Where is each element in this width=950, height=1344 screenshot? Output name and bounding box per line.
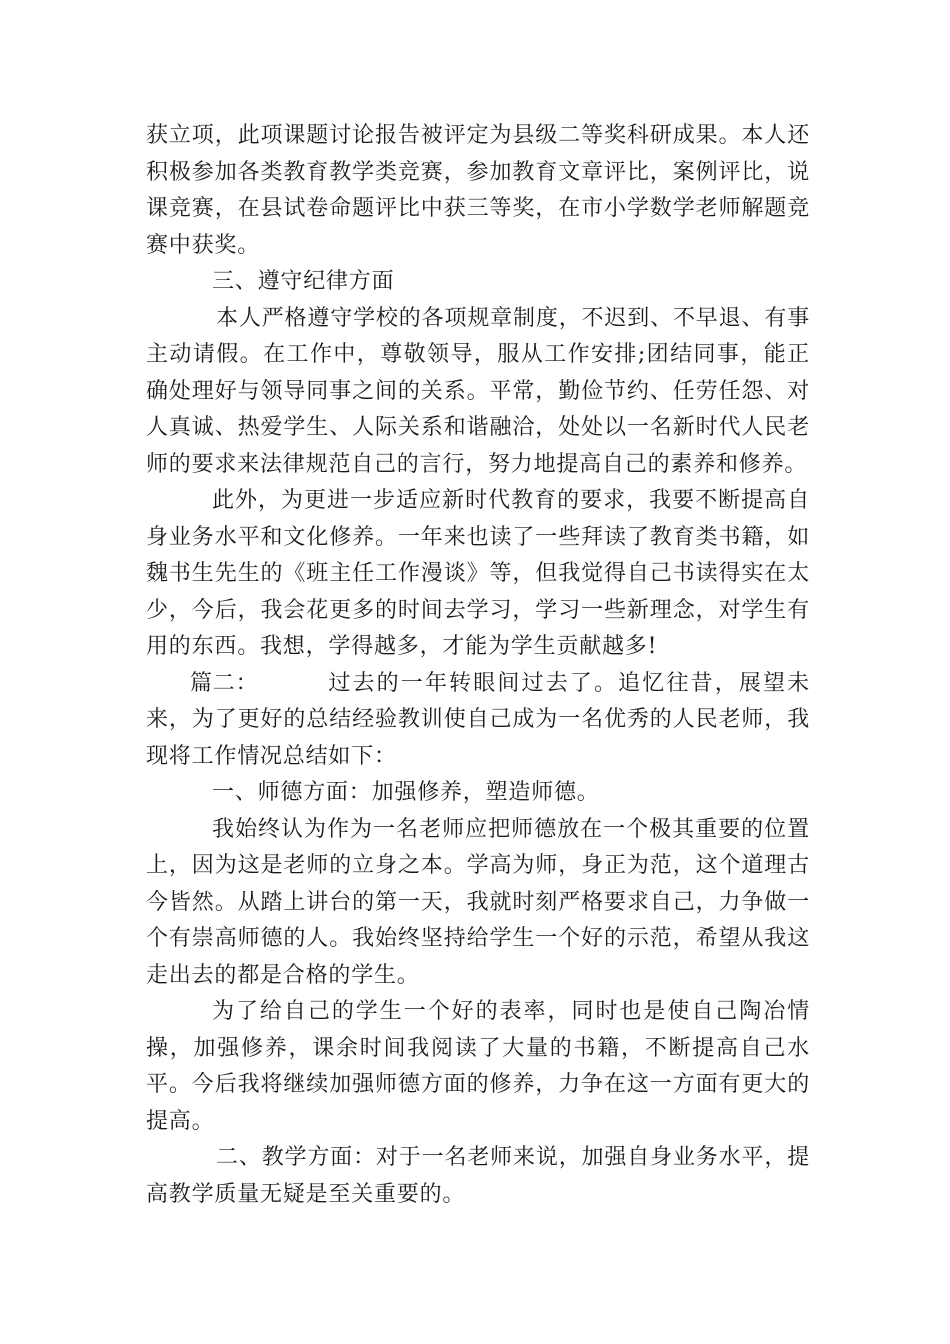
part-two-intro-text: 过去的一年转眼间过去了。追忆往昔，展望未来，为了更好的总结经验教训使自己成为一名优秀的人民老师，我现将工作情况总结如下： bbox=[146, 670, 810, 769]
section-heading-discipline: 三、遵守纪律方面 bbox=[212, 269, 395, 294]
paragraph-part-two-intro bbox=[146, 666, 810, 776]
paragraph-self-improvement: 此外，为更进一步适应新时代教育的要求，我要不断提高自身业务水平和文化修养。一年来也读了一些拜读了教育类书籍，如魏书生先生的《班主任工作漫谈》等，但我觉得自己书读得实在太少，今后，我会花更多的时间去学习，学习一些新理念，对学生有用的东西。我想，学得越多，才能为学生贡献越多! bbox=[146, 488, 810, 659]
document-body bbox=[146, 118, 810, 1213]
paragraph-role-model: 为了给自己的学生一个好的表率，同时也是使自己陶冶情操，加强修养，课余时间我阅读了大量的书籍，不断提高自己水平。今后我将继续加强师德方面的修养，力争在这一方面有更大的提高。 bbox=[146, 999, 810, 1134]
section-heading-teaching: 二、教学方面：对于一名老师来说，加强自身业务水平，提高教学质量无疑是至关重要的。 bbox=[146, 1145, 810, 1207]
section-heading-ethics: 一、师德方面：加强修养，塑造师德。 bbox=[212, 780, 600, 805]
part-two-label: 篇二： bbox=[190, 670, 259, 696]
paragraph-discipline: 本人严格遵守学校的各项规章制度，不迟到、不早退、有事主动请假。在工作中，尊敬领导，服从工作安排;团结同事，能正确处理好与领导同事之间的关系。平常，勤俭节约、任劳任怨、对人真诚、热爱学生、人际关系和谐融洽，处处以一名新时代人民老师的要求来法律规范自己的言行，努力地提高自己的素养和修养。 bbox=[146, 305, 810, 477]
paragraph-continuation: 获立项，此项课题讨论报告被评定为县级二等奖科研成果。本人还积极参加各类教育教学类竞赛，参加教育文章评比，案例评比，说课竞赛，在县试卷命题评比中获三等奖，在市小学数学老师解题竞赛中获奖。 bbox=[146, 123, 810, 258]
paragraph-ethics: 我始终认为作为一名老师应把师德放在一个极其重要的位置上，因为这是老师的立身之本。学高为师，身正为范，这个道理古今皆然。从踏上讲台的第一天，我就时刻严格要求自己，力争做一个有崇高师德的人。我始终坚持给学生一个好的示范，希望从我这走出去的都是合格的学生。 bbox=[146, 816, 810, 988]
